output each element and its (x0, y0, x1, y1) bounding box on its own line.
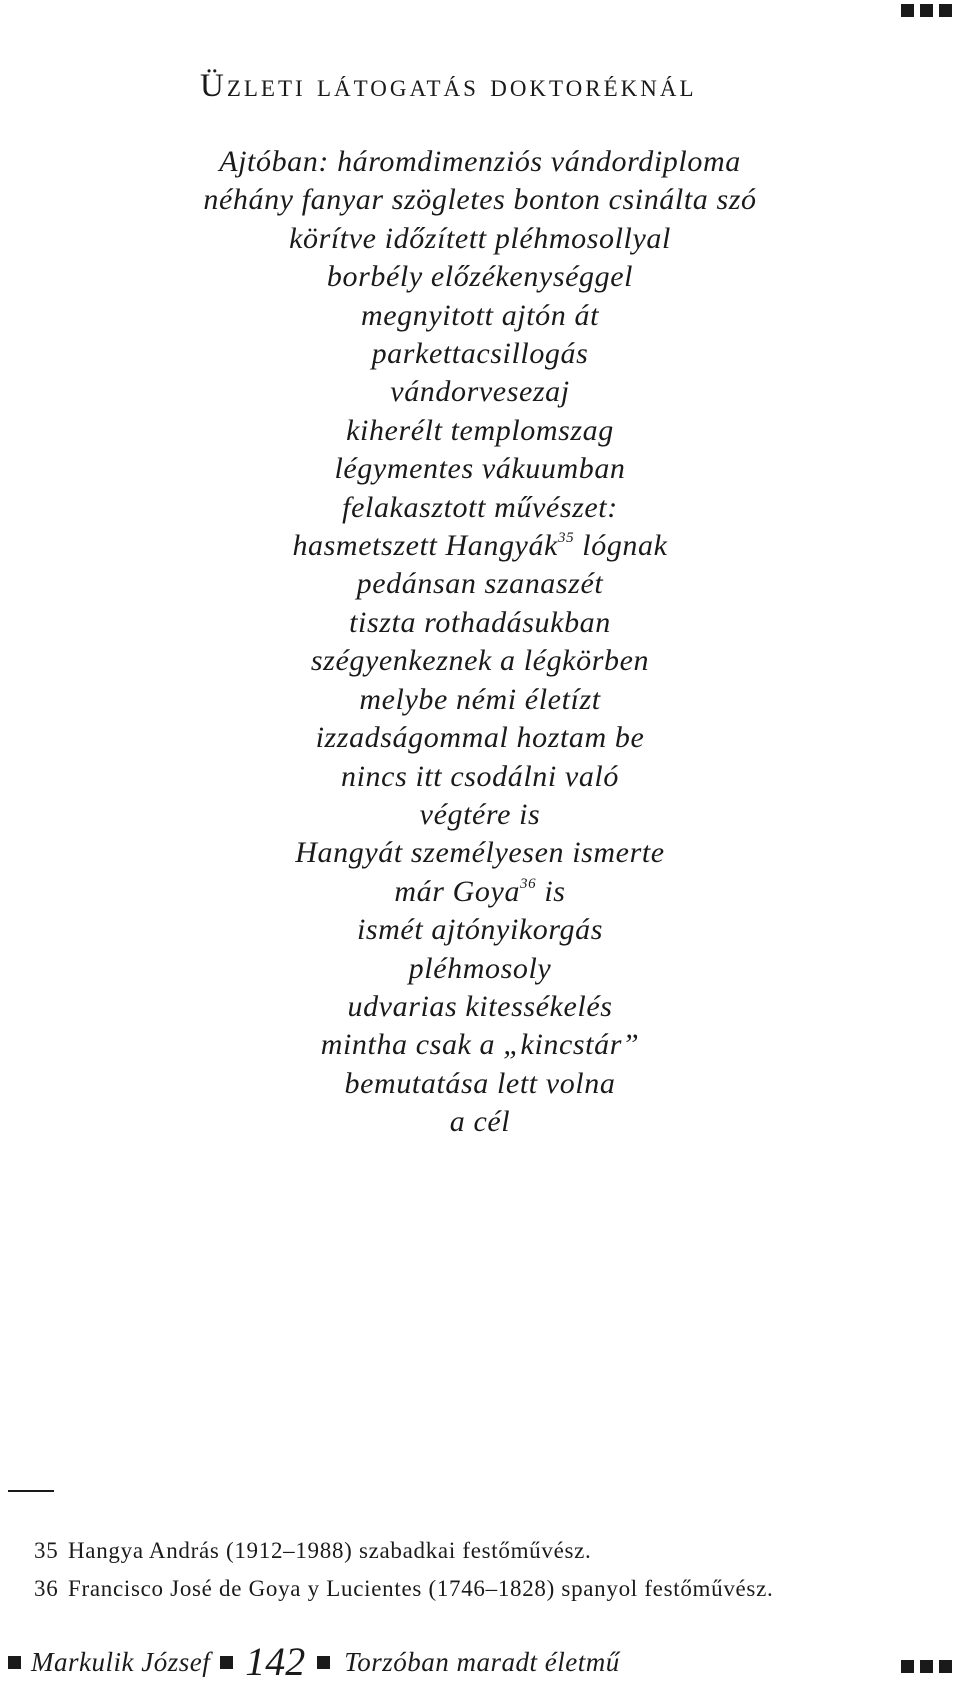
page-footer (8, 1639, 620, 1684)
poem-line: izzadságommal hoztam be (315, 721, 645, 755)
poem-line: körítve időzített pléhmosollyal (289, 221, 671, 255)
footnote-number: 36 (34, 1576, 59, 1601)
poem-line: néhány fanyar szögletes bonton csinálta szó (203, 183, 757, 217)
square-bullet-icon (317, 1656, 330, 1669)
poem-line: pedánsan szanaszét (356, 567, 604, 601)
poem-line: Hangyát személyesen ismerte (295, 836, 665, 870)
footnote-number: 35 (34, 1538, 59, 1563)
poem-line: ismét ajtónyikorgás (356, 913, 604, 947)
poem-line: mintha csak a „kincstár” (320, 1028, 640, 1062)
poem-line: kiherélt templomszag (346, 413, 614, 447)
footnote-ref-35[interactable]: 35 (557, 530, 575, 547)
footnote-text: Francisco José de Goya y Lucientes (1746–1828) spanyol festőművész. (68, 1576, 774, 1601)
footnote-item (34, 1532, 773, 1570)
poem-line-text: is (536, 874, 566, 908)
footnote-divider (8, 1490, 54, 1492)
footnote-item (34, 1570, 773, 1608)
footnotes-list (34, 1532, 773, 1608)
poem-title: Üzleti látogatás doktoréknál (200, 68, 697, 104)
poem-body (0, 143, 960, 1142)
poem-line: a cél (449, 1105, 511, 1139)
footnote-ref-36[interactable]: 36 (520, 875, 537, 892)
page-number: 142 (245, 1639, 306, 1684)
poem-line: Ajtóban: háromdimenziós vándordiploma (219, 145, 741, 178)
footer-author: Markulik József (31, 1646, 211, 1677)
poem-line: pléhmosoly (408, 951, 552, 985)
poem-line: melybe némi életízt (359, 682, 601, 716)
footnote-text: Hangya András (1912–1988) szabadkai festőművész. (68, 1538, 592, 1563)
poem-line: bemutatása lett volna (344, 1066, 616, 1100)
poem-line: tiszta rothadásukban (349, 605, 611, 639)
poem-line-with-footnote (0, 527, 960, 565)
square-bullet-icon (939, 1660, 952, 1673)
poem-line-text: már Goya (394, 874, 521, 908)
poem-line: végtére is (419, 797, 541, 831)
poem-line: parkettacsillogás (371, 337, 589, 371)
square-bullet-icon (8, 1656, 21, 1669)
square-bullet-icon (901, 4, 914, 17)
poem-line-with-footnote (0, 873, 960, 911)
square-bullet-icon (939, 4, 952, 17)
poem-line: felakasztott művészet: (342, 490, 618, 524)
square-bullet-icon (920, 4, 933, 17)
poem-line-text: hasmetszett Hangyák (292, 529, 558, 563)
poem-line: légymentes vákuumban (334, 452, 626, 486)
poem-line: udvarias kitessékelés (347, 989, 613, 1023)
square-bullet-icon (901, 1660, 914, 1673)
corner-square-marks (901, 4, 952, 17)
square-bullet-icon (920, 1660, 933, 1673)
poem-line: borbély előzékenységgel (326, 260, 634, 294)
poem-line: nincs itt csodálni való (341, 759, 619, 793)
poem-line-text: lógnak (574, 529, 668, 563)
poem-line: megnyitott ajtón át (360, 298, 600, 332)
square-bullet-icon (220, 1656, 233, 1669)
footer-book-title: Torzóban maradt életmű (344, 1646, 620, 1677)
poem-line: vándorvesezaj (390, 375, 570, 409)
footer-square-marks (901, 1660, 952, 1673)
poem-line: szégyenkeznek a légkörben (310, 644, 650, 678)
